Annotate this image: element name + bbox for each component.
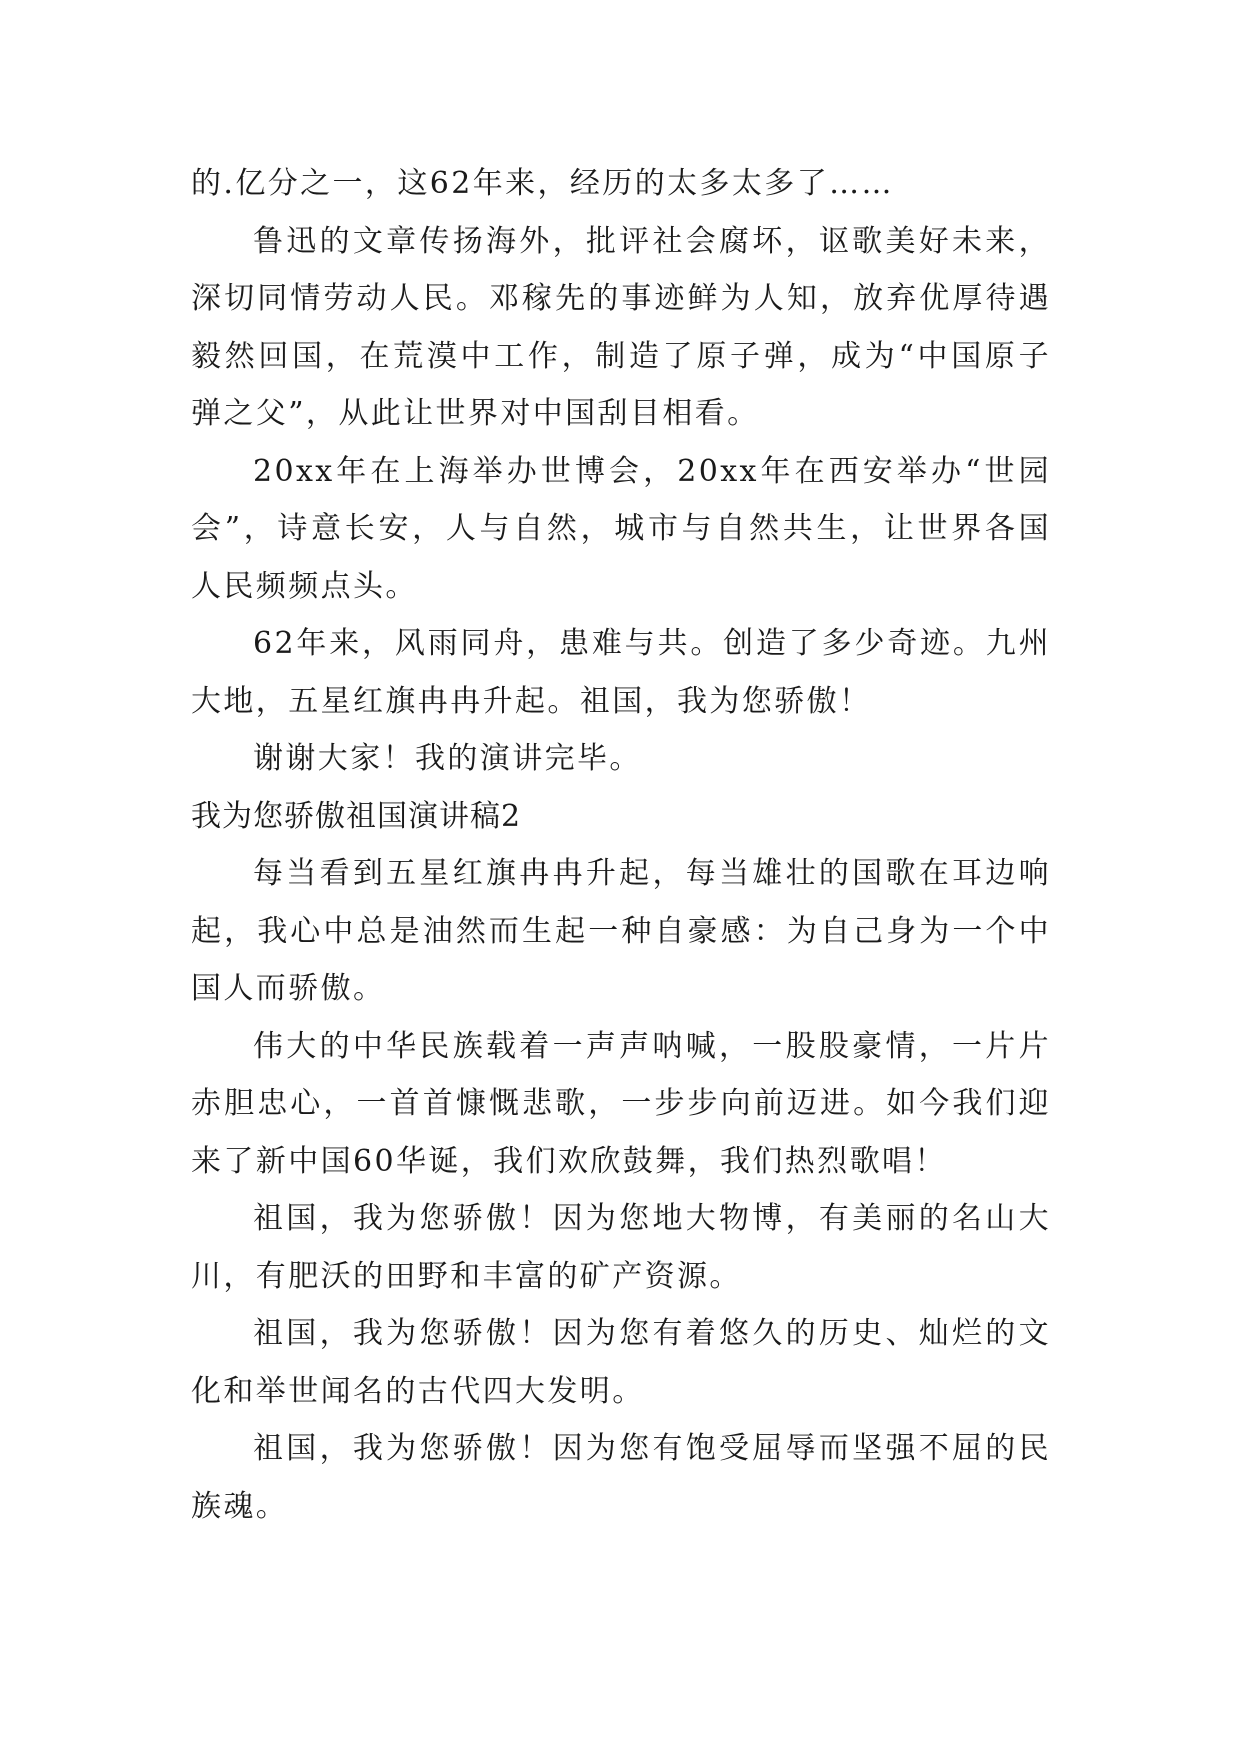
paragraph-great-nation: 伟大的中华民族载着一声声呐喊，一股股豪情，一片片赤胆忠心，一首首慷慨悲歌，一步步向前迈进。如今我们迎来了新中国60华诞，我们欢欣鼓舞，我们热烈歌唱！ (191, 1028, 1051, 1179)
document-body (191, 155, 1051, 1535)
paragraph-national-spirit: 祖国，我为您骄傲！因为您有饱受屈辱而坚强不屈的民族魂。 (191, 1431, 1051, 1524)
paragraph-thanks: 谢谢大家！我的演讲完毕。 (253, 741, 642, 776)
paragraph-land-resources: 祖国，我为您骄傲！因为您地大物博，有美丽的名山大川，有肥沃的田野和丰富的矿产资源。 (191, 1201, 1051, 1294)
paragraph-continuation: 的.亿分之一，这62年来，经历的太多太多了…… (191, 166, 894, 201)
paragraph-flag-anthem: 每当看到五星红旗冉冉升起，每当雄壮的国歌在耳边响起，我心中总是油然而生起一种自豪感：为自己身为一个中国人而骄傲。 (191, 856, 1051, 1006)
section-heading: 我为您骄傲祖国演讲稿2 (191, 798, 522, 834)
paragraph-luxun-dengjiaxian: 鲁迅的文章传扬海外，批评社会腐坏，讴歌美好未来，深切同情劳动人民。邓稼先的事迹鲜为人知，放弃优厚待遇毅然回国，在荒漠中工作，制造了原子弹，成为“中国原子弹之父”，从此让世界对中国刮目相看。 (191, 223, 1051, 431)
paragraph-history-culture: 祖国，我为您骄傲！因为您有着悠久的历史、灿烂的文化和举世闻名的古代四大发明。 (191, 1316, 1051, 1409)
paragraph-expo: 20xx年在上海举办世博会，20xx年在西安举办“世园会”，诗意长安，人与自然，城市与自然共生，让世界各国人民频频点头。 (191, 453, 1051, 604)
paragraph-62-years: 62年来，风雨同舟，患难与共。创造了多少奇迹。九州大地，五星红旗冉冉升起。祖国，我为您骄傲！ (191, 626, 1051, 719)
